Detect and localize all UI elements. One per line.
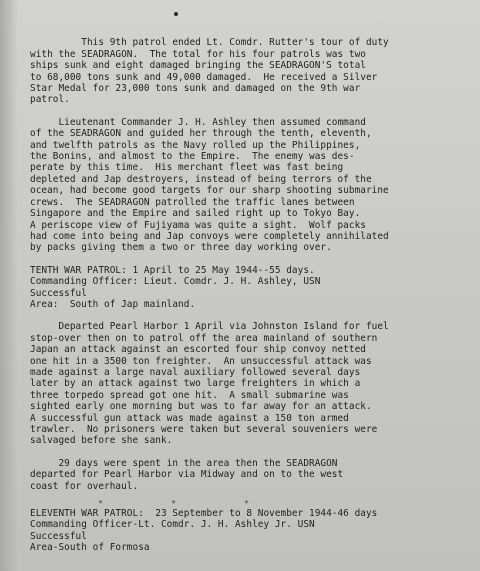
text-line: three torpedo spread got one hit. A small submarine was bbox=[30, 389, 349, 401]
text-line: ships sunk and eight damaged bringing the SEADRAGON'S total bbox=[30, 60, 366, 72]
text-line: Successful bbox=[30, 287, 87, 299]
text-line: A successful gun attack was made against a 150 ton armed bbox=[30, 412, 349, 424]
text-line: trawler. No prisoners were taken but several souveniers were bbox=[30, 424, 378, 435]
paragraph-ninth-patrol-summary bbox=[30, 26, 466, 106]
tenth-war-patrol-header bbox=[30, 265, 466, 311]
text-line: Commanding Officer: Lieut. Comdr. J. H. Ashley, USN bbox=[30, 276, 321, 288]
text-line: A periscope view of Fujiyama was quite a sight. Wolf packs bbox=[30, 219, 366, 231]
paragraph-tenth-patrol-narrative bbox=[30, 321, 466, 446]
text-line: Lieutenant Commander J. H. Ashley then assumed command bbox=[30, 116, 366, 128]
text-line: TENTH WAR PATROL: 1 April to 25 May 1944--55 days. bbox=[30, 264, 315, 276]
paragraph-ashley-command bbox=[30, 117, 466, 254]
text-line: patrol. bbox=[30, 94, 70, 106]
text-line: Star Medal for 23,000 tons sunk and damaged on the 9th war bbox=[30, 83, 361, 95]
text-line: Successful bbox=[30, 530, 87, 542]
text-line: Commanding Officer-Lt. Comdr. J. H. Ashley Jr. USN bbox=[30, 519, 315, 531]
text-line: This 9th patrol ended Lt. Comdr. Rutter's tour of duty bbox=[52, 37, 389, 49]
text-line: the Bonins, and almost to the Empire. The enemy was des- bbox=[30, 151, 355, 163]
punch-hole-mark bbox=[174, 12, 178, 16]
eleventh-war-patrol-header bbox=[30, 508, 466, 554]
text-line: had come into being and Jap convoys were completely annihilated bbox=[30, 230, 389, 242]
text-line: coast for overhaul. bbox=[30, 480, 139, 492]
text-line: ELEVENTH WAR PATROL: 23 September to 8 November 1944-46 days bbox=[30, 508, 378, 520]
text-line: stop-over then on to patrol off the area mainland of southern bbox=[30, 332, 378, 344]
text-line: Area: South of Jap mainland. bbox=[30, 298, 196, 310]
text-line: to 68,000 tons sunk and 49,000 damaged. He received a Silver bbox=[30, 71, 378, 83]
text-line: departed for Pearl Harbor via Midway and on to the west bbox=[30, 469, 344, 481]
paragraph-return-to-pearl-harbor bbox=[30, 458, 466, 492]
section-separator: * * * bbox=[30, 499, 249, 509]
text-line: depleted and Jap destroyers, instead of being terrors of the bbox=[30, 173, 372, 185]
text-line: later by an attack against two large freighters in which a bbox=[30, 378, 361, 390]
text-line: Singapore and the Empire and sailed right up to Tokyo Bay. bbox=[30, 208, 361, 220]
text-line: ocean, had become good targets for our sharp shooting submarine bbox=[30, 185, 389, 197]
text-line: with the SEADRAGON. The total for his four patrols was two bbox=[30, 48, 366, 60]
text-line: Area-South of Formosa bbox=[30, 542, 150, 554]
text-line: by packs giving them a two or three day working over. bbox=[30, 242, 332, 254]
text-line: made against a large naval auxiliary followed several days bbox=[30, 366, 361, 378]
text-line: and twelfth patrols as the Navy rolled up the Philippines, bbox=[30, 139, 361, 151]
text-line: Departed Pearl Harbor 1 April via Johnston Island for fuel bbox=[30, 321, 389, 333]
text-line: crews. The SEADRAGON patrolled the traffic lanes between bbox=[30, 196, 355, 208]
text-line: Japan an attack against an escorted four ship convoy netted bbox=[30, 344, 366, 356]
text-line: 29 days were spent in the area then the SEADRAGON bbox=[30, 457, 338, 469]
text-line: one hit in a 3500 ton freighter. An unsuccessful attack was bbox=[30, 355, 372, 367]
text-line: sighted early one morning but was to far away for an attack. bbox=[30, 401, 372, 413]
text-line: of the SEADRAGON and guided her through the tenth, eleventh, bbox=[30, 128, 372, 140]
text-line: perate by this time. His merchant fleet was fast being bbox=[30, 162, 344, 174]
text-line: salvaged before she sank. bbox=[30, 435, 173, 447]
